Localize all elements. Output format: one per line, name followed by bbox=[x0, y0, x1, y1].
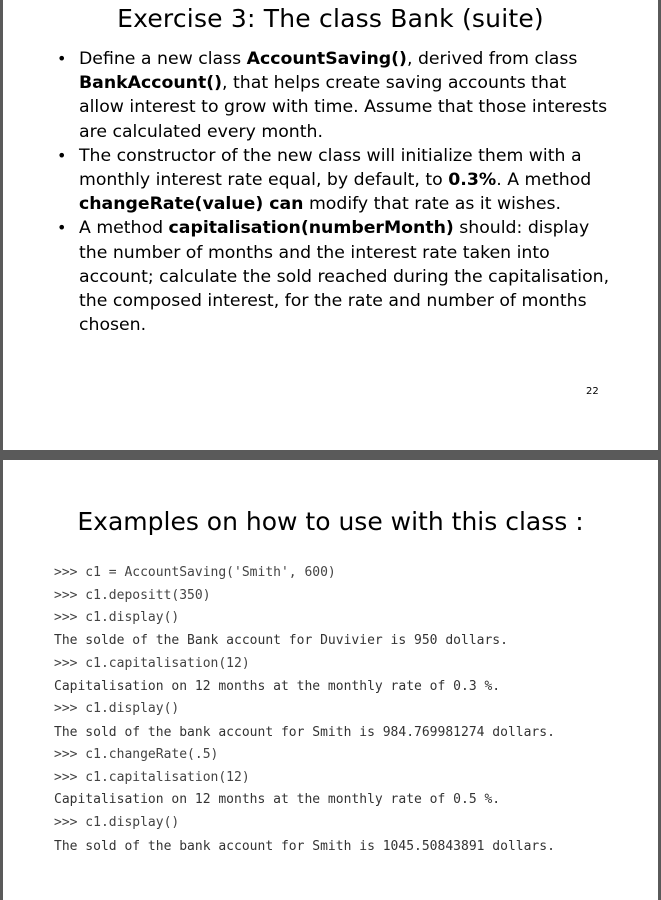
page-number: 22 bbox=[586, 386, 599, 397]
code-line: >>> c1.depositt(350) bbox=[54, 587, 211, 603]
bullet-item bbox=[53, 144, 613, 217]
bullet-dot-icon: • bbox=[57, 218, 67, 238]
bullet-text: , derived from class bbox=[406, 49, 578, 69]
bullet-text: modify that rate as it wishes. bbox=[303, 194, 561, 215]
bullet-list bbox=[53, 47, 613, 337]
bullet-text: A method bbox=[79, 218, 169, 239]
code-line: >>> c1.changeRate(.5) bbox=[54, 746, 219, 762]
bullet-item bbox=[53, 216, 613, 337]
slide-title: Examples on how to use with this class : bbox=[77, 507, 584, 536]
code-output-line: The sold of the bank account for Smith is 1045.50843891 dollars. bbox=[54, 838, 555, 854]
code-output-line: The solde of the Bank account for Duvivier is 950 dollars. bbox=[54, 633, 508, 649]
bullet-text: . A method bbox=[496, 170, 592, 191]
code-output-line: Capitalisation on 12 months at the monthly rate of 0.5 %. bbox=[54, 792, 501, 808]
bullet-item bbox=[53, 47, 613, 144]
bullet-dot-icon: • bbox=[57, 145, 67, 165]
code-line: >>> c1.display() bbox=[54, 610, 180, 626]
code-line: >>> c1.display() bbox=[54, 815, 180, 831]
slide-exercise-3 bbox=[3, 0, 658, 450]
bullet-text: , that helps create saving accounts that allow interest to grow with time. Assume that those interests are calculated every month. bbox=[79, 73, 608, 142]
code-output-line: Capitalisation on 12 months at the monthly rate of 0.3 %. bbox=[54, 678, 501, 694]
bullet-dot-icon: • bbox=[57, 49, 67, 68]
bullet-text: should: display the number of months and the interest rate taken into account; calculate the sold reached during the capitalisation, the composed interest, for the rate and number of months chosen. bbox=[79, 218, 610, 336]
slide-examples bbox=[3, 460, 658, 900]
code-output-line: The sold of the bank account for Smith is 984.769981274 dollars. bbox=[54, 724, 555, 740]
bullet-text: Define a new class bbox=[79, 49, 247, 69]
bullet-bold-text: AccountSaving() bbox=[246, 49, 407, 69]
bullet-bold-text: capitalisation(numberMonth) bbox=[168, 218, 454, 239]
code-block bbox=[54, 562, 644, 858]
code-line: >>> c1.capitalisation(12) bbox=[54, 769, 250, 785]
code-line: >>> c1.display() bbox=[54, 701, 180, 717]
bullet-bold-text: changeRate(value) can bbox=[79, 194, 304, 215]
bullet-bold-text: BankAccount() bbox=[79, 73, 223, 94]
bullet-bold-text: 0.3% bbox=[448, 170, 497, 191]
code-line: >>> c1 = AccountSaving('Smith', 600) bbox=[54, 565, 336, 580]
code-line: >>> c1.capitalisation(12) bbox=[54, 655, 250, 671]
bullet-text: The constructor of the new class will initialize them with a monthly interest rate equal, by default, to bbox=[79, 145, 582, 191]
slide-title: Exercise 3: The class Bank (suite) bbox=[117, 4, 544, 33]
